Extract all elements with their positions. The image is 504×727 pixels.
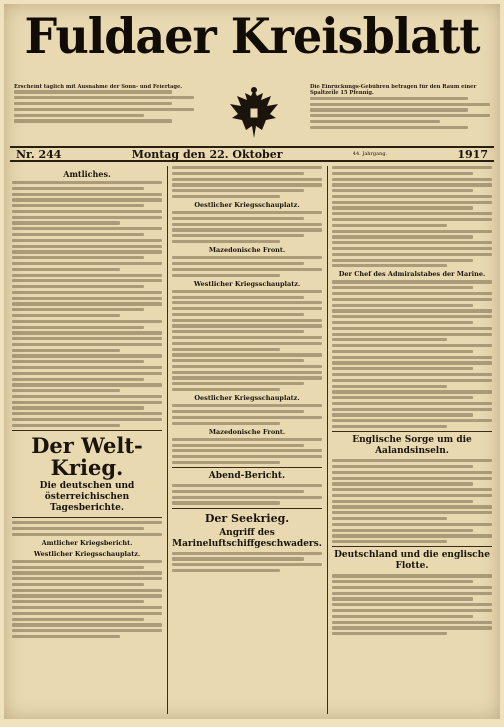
heading-mazedonische-front: Mazedonische Front. [208,246,286,255]
subscription-heading: Erscheint täglich mit Ausnahme der Sonn- und Feiertage. [14,84,183,90]
article-columns [12,166,492,714]
dateline-bar [10,146,494,162]
column-2 [172,166,322,714]
heading-aalandsinseln: Englische Sorge um die Aalandsinseln. [352,435,472,457]
advertising-info-box [310,84,490,142]
heading-seekrieg: Der Seekrieg. [204,511,290,525]
heading-marineluftschiff: Angriff des Marineluftschiffgeschwaders. [172,527,322,549]
volume-label: 44. Jahrgang. [352,151,388,157]
heading-abend-bericht: Abend-Bericht. [208,471,286,482]
heading-oestlicher-kriegsschauplatz: Oestlicher Kriegsschauplatz. [194,201,300,210]
heading-mazedonische-front-2: Mazedonische Front. [208,427,286,436]
column-3 [332,166,492,714]
newspaper-title: Fuldaer Kreisblatt [24,7,480,65]
issue-year: 1917 [457,147,488,161]
heading-westlicher-kriegsschauplatz-2: Westlicher Kriegsschauplatz. [193,279,301,288]
heading-admiralstab: Der Chef des Admiralstabes der Marine. [338,270,486,279]
eagle-icon [226,84,282,142]
masthead [12,7,492,84]
subscription-info-box [14,84,194,142]
heading-amtlicher-kriegsbericht: Amtlicher Kriegsbericht. [41,538,133,547]
heading-amtliches: Amtliches. [63,169,111,179]
subheading-tagesberichte: Die deutschen und österreichischen Tagesberichte. [39,481,135,513]
newspaper-page [4,4,500,719]
issue-date: Montag den 22. Oktober [131,147,283,161]
issue-number: Nr. 244 [16,147,62,161]
heading-englische-flotte: Deutschland und die englische Flotte. [334,550,490,572]
heading-weltkrieg: Der Welt-Krieg. [31,433,143,480]
heading-oestlicher-kriegsschauplatz-2: Oestlicher Kriegsschauplatz. [194,394,300,403]
heading-westlicher-kriegsschauplatz: Westlicher Kriegsschauplatz. [33,549,141,558]
advertising-heading: Die Einrückungs-Gebühren betragen für den Raum einer Spaltzeile 15 Pfennig. [310,84,477,97]
column-1 [12,166,162,714]
